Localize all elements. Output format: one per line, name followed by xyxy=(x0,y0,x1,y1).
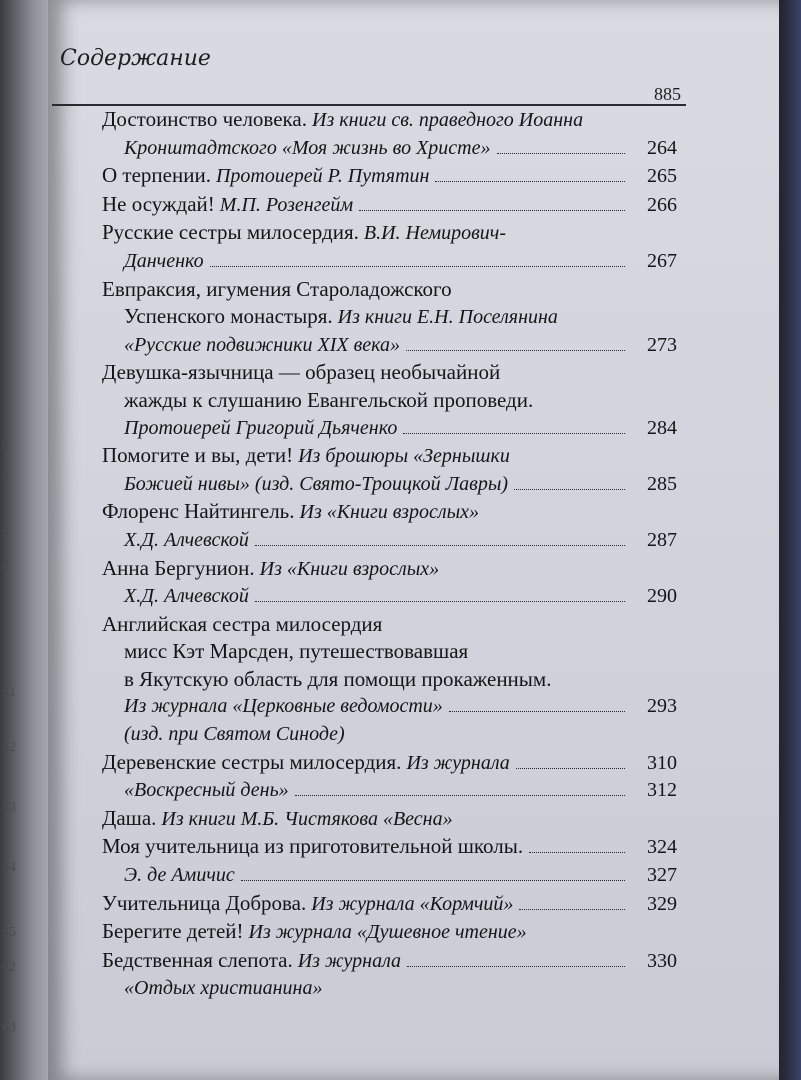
toc-line xyxy=(102,191,677,220)
margin-number: 51 xyxy=(2,685,16,700)
entry-source: Из брошюры «Зернышки xyxy=(293,445,510,468)
margin-number: 4 xyxy=(2,470,9,485)
toc-line xyxy=(102,527,677,555)
entry-source: Х.Д. Алчевской xyxy=(124,528,249,551)
toc-entry xyxy=(102,805,677,834)
toc-line xyxy=(102,777,677,805)
entry-title: О терпении. xyxy=(102,163,211,188)
entry-title: Берегите детей! xyxy=(102,919,244,944)
leader-dots xyxy=(529,852,625,853)
margin-number: 3 xyxy=(2,440,9,455)
entry-source: Протоиерей Григорий Дьяченко xyxy=(124,416,398,439)
entry-title: Помогите и вы, дети! xyxy=(102,443,294,468)
leader-dots xyxy=(295,795,625,796)
toc-line xyxy=(102,721,677,749)
margin-number: 55 xyxy=(2,925,16,940)
table-of-contents xyxy=(102,106,677,1003)
leader-dots xyxy=(519,909,625,910)
toc-line xyxy=(102,918,677,947)
running-header: Содержание xyxy=(60,46,211,71)
entry-title: Флоренс Найтингель. xyxy=(102,499,295,524)
toc-entry xyxy=(102,555,677,611)
entry-title: Достоинство человека. xyxy=(102,107,307,131)
entry-source: Из книги М.Б. Чистякова «Весна» xyxy=(156,807,453,830)
margin-number: 1 xyxy=(2,625,9,640)
entry-source: Из книги св. праведного Иоанна xyxy=(307,109,584,131)
entry-source: «Отдых христианина» xyxy=(124,977,323,1000)
toc-line xyxy=(102,583,677,611)
toc-line xyxy=(102,693,677,721)
toc-line xyxy=(102,442,677,471)
leader-dots xyxy=(407,966,625,967)
leader-dots xyxy=(255,545,625,546)
entry-source: «Воскресный день» xyxy=(124,779,289,802)
margin-number: 5 xyxy=(2,525,9,540)
leader-dots xyxy=(255,601,625,602)
entry-title: Моя учительница из приготовительной школы. xyxy=(102,834,524,859)
entry-source: М.П. Розенгейм xyxy=(214,193,354,216)
toc-line xyxy=(102,135,677,163)
entry-title: Анна Бергунион. xyxy=(102,555,255,580)
entry-source: Из книги Е.Н. Поселянина xyxy=(332,306,558,329)
toc-line xyxy=(102,471,677,499)
toc-line xyxy=(102,219,677,248)
toc-line xyxy=(102,975,677,1003)
toc-line xyxy=(102,638,677,666)
margin-number: 0 xyxy=(2,560,9,575)
entry-title: Деревенские сестры милосердия. xyxy=(102,749,402,774)
toc-line xyxy=(102,890,677,919)
entry-source: Из журнала «Церковные ведомости» xyxy=(124,695,443,718)
margin-number: 54 xyxy=(2,860,16,875)
entry-page-number: 310 xyxy=(647,751,677,774)
entry-page-number: 267 xyxy=(647,249,677,272)
toc-entry xyxy=(102,442,677,498)
entry-page-number: 312 xyxy=(647,779,677,802)
toc-entry xyxy=(102,191,677,220)
leader-dots xyxy=(403,433,625,434)
toc-line xyxy=(102,387,677,415)
entry-page-number: 329 xyxy=(647,892,677,915)
entry-title: Девушка-язычница — образец необычайной xyxy=(102,360,501,385)
toc-entry xyxy=(102,498,677,554)
entry-title: в Якутскую область для помощи прокаженным. xyxy=(124,666,552,691)
entry-source: Х.Д. Алчевской xyxy=(124,585,249,608)
toc-line xyxy=(102,805,677,834)
entry-page-number: 293 xyxy=(647,695,677,718)
entry-page-number: 266 xyxy=(647,193,677,216)
entry-page-number: 273 xyxy=(647,333,677,356)
toc-line xyxy=(102,415,677,443)
entry-title: Русские сестры милосердия. xyxy=(102,220,359,245)
leader-dots xyxy=(210,266,625,267)
entry-source: Из «Книги взрослых» xyxy=(254,557,440,580)
entry-title: Учительница Доброва. xyxy=(102,890,307,915)
entry-source: Божией нивы» (изд. Свято-Троицкой Лавры) xyxy=(124,472,509,495)
margin-number: 63 xyxy=(2,1020,16,1035)
toc-entry xyxy=(102,918,677,947)
toc-line xyxy=(102,359,677,387)
toc-entry xyxy=(102,947,677,1003)
leader-dots xyxy=(406,350,625,351)
entry-source: Из «Книги взрослых» xyxy=(294,501,479,524)
margin-number: 52 xyxy=(2,740,16,755)
toc-entry xyxy=(102,106,677,162)
entry-title: Даша. xyxy=(102,805,157,830)
entry-source: Э. де Амичис xyxy=(124,864,235,887)
entry-source: В.И. Немирович- xyxy=(358,222,506,245)
toc-line xyxy=(102,106,677,135)
toc-line xyxy=(102,248,677,276)
toc-line xyxy=(102,611,677,639)
book-cover-edge xyxy=(779,0,801,1080)
toc-line xyxy=(102,303,677,332)
entry-page-number: 284 xyxy=(647,416,677,439)
entry-title: Не осуждай! xyxy=(102,191,215,216)
entry-title: Английская сестра милосердия xyxy=(102,611,383,636)
entry-page-number: 324 xyxy=(647,836,677,859)
entry-page-number: 285 xyxy=(647,472,677,495)
page-number: 885 xyxy=(654,84,681,104)
toc-line xyxy=(102,498,677,527)
entry-source: (изд. при Святом Синоде) xyxy=(124,723,345,746)
leader-dots xyxy=(435,181,625,182)
entry-source: Из журнала xyxy=(401,751,510,774)
entry-source: Из журнала «Кормчий» xyxy=(306,892,514,915)
toc-entry xyxy=(102,890,677,919)
toc-line xyxy=(102,862,677,890)
entry-title: Успенского монастыря. xyxy=(124,304,333,329)
entry-page-number: 264 xyxy=(647,136,677,159)
entry-title: Евпраксия, игумения Староладожского xyxy=(102,276,452,301)
toc-line xyxy=(102,833,677,862)
toc-line xyxy=(102,749,677,778)
entry-source: Кронштадтского «Моя жизнь во Христе» xyxy=(124,136,491,159)
toc-entry xyxy=(102,833,677,889)
toc-entry xyxy=(102,359,677,442)
entry-page-number: 290 xyxy=(647,585,677,608)
toc-entry xyxy=(102,162,677,191)
toc-entry xyxy=(102,749,677,805)
leader-dots xyxy=(359,210,625,211)
entry-source: «Русские подвижники XIX века» xyxy=(124,333,401,356)
toc-entry xyxy=(102,611,677,749)
entry-source: Из журнала «Душевное чтение» xyxy=(243,921,527,944)
entry-title: Бедственная слепота. xyxy=(102,947,293,972)
entry-title: жажды к слушанию Евангельской проповеди. xyxy=(124,387,534,412)
leader-dots xyxy=(241,880,625,881)
leader-dots xyxy=(516,768,625,769)
toc-line xyxy=(102,162,677,191)
leader-dots xyxy=(497,153,626,154)
toc-line xyxy=(102,555,677,584)
toc-line xyxy=(102,666,677,694)
toc-line xyxy=(102,947,677,976)
entry-page-number: 327 xyxy=(647,864,677,887)
entry-source: Протоиерей Р. Путятин xyxy=(210,165,430,188)
entry-source: Данченко xyxy=(124,249,204,272)
margin-number: 62 xyxy=(2,960,16,975)
entry-page-number: 287 xyxy=(647,528,677,551)
leader-dots xyxy=(449,711,625,712)
leader-dots xyxy=(514,489,625,490)
toc-entry xyxy=(102,219,677,275)
entry-page-number: 330 xyxy=(647,949,677,972)
entry-page-number: 265 xyxy=(647,165,677,188)
toc-entry xyxy=(102,276,677,360)
entry-title: мисс Кэт Марсден, путешествовавшая xyxy=(124,639,469,664)
entry-source: Из журнала xyxy=(292,949,402,972)
toc-line xyxy=(102,276,677,304)
toc-line xyxy=(102,332,677,360)
margin-number: 53 xyxy=(2,800,16,815)
